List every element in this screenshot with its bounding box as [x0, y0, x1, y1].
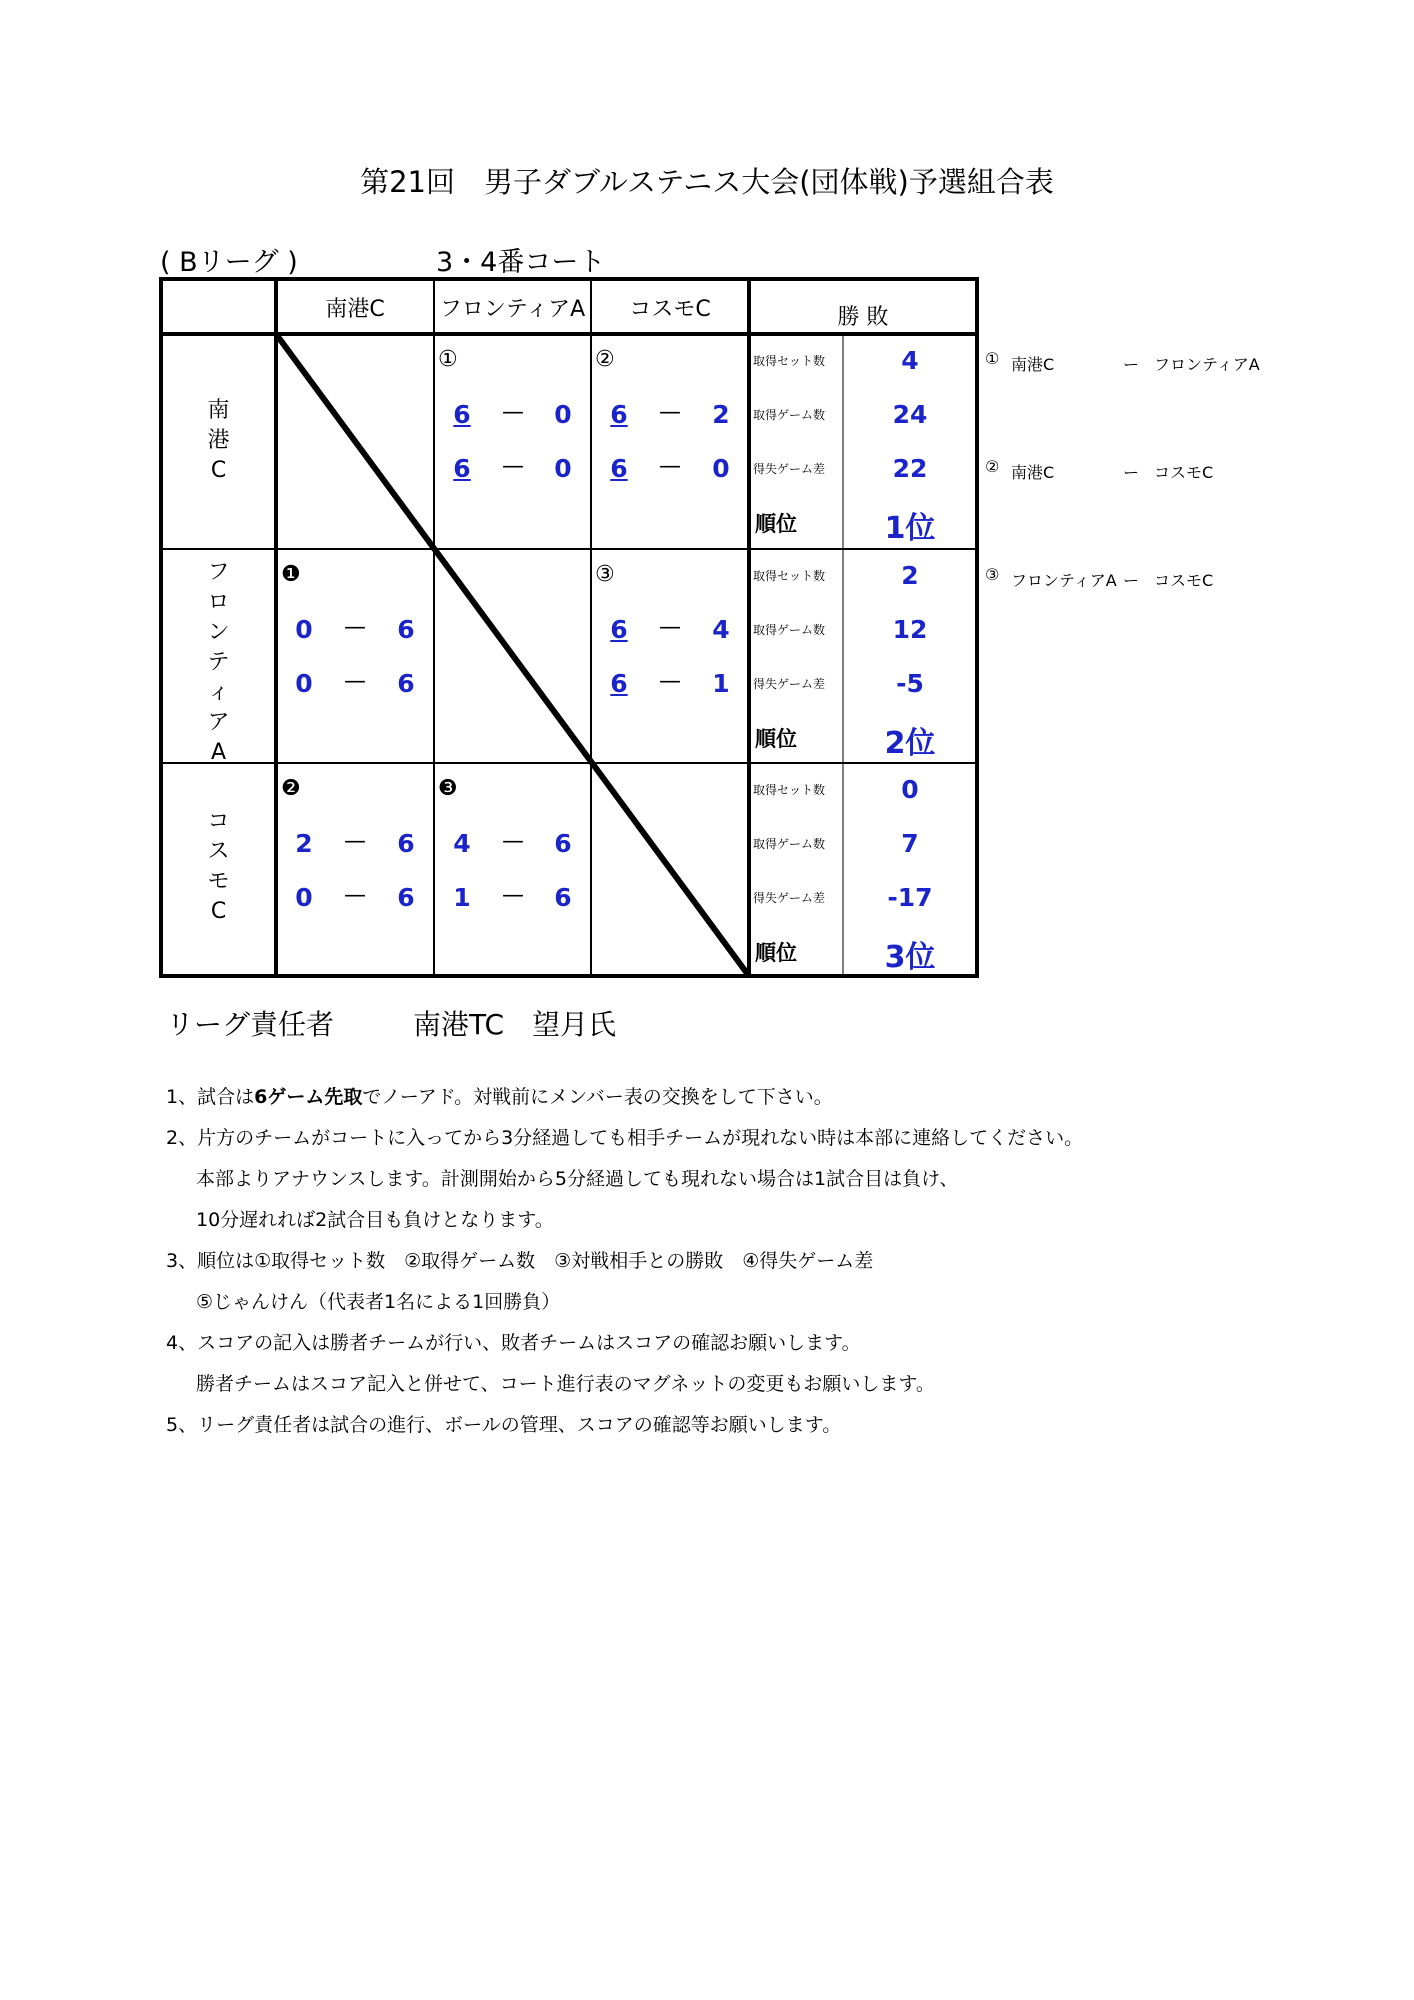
note-3: 3、順位は①取得セット数 ②取得ゲーム数 ③対戦相手との勝敗 ④得失ゲーム差 [166, 1250, 874, 1272]
stat-label-sets: 取得セット数 [753, 783, 826, 797]
match-order-team2: コスモC [1154, 463, 1214, 482]
score-right: 6 [397, 615, 415, 644]
stat-label-diff: 得失ゲーム差 [753, 891, 826, 905]
score-right: 0 [712, 454, 730, 483]
score-right: 6 [397, 883, 415, 912]
score-dash: — [502, 400, 524, 425]
stat-rank: 3位 [884, 940, 936, 975]
note-2-cont: 10分遅れれば2試合目も負けとなります。 [196, 1209, 554, 1231]
score-left: 6 [610, 669, 628, 698]
score-dash: — [502, 883, 524, 908]
score-left: 0 [295, 669, 313, 698]
stat-label-sets: 取得セット数 [753, 569, 826, 583]
score-left: 0 [295, 615, 313, 644]
court-label: 3・4番コート [436, 247, 606, 278]
match-order-number: ① [985, 349, 1000, 368]
match-order-separator: ー [1123, 463, 1140, 482]
match-mark: ② [595, 347, 615, 372]
score-right: 0 [554, 400, 572, 429]
stat-label-sets: 取得セット数 [753, 354, 826, 368]
score-right: 1 [712, 669, 730, 698]
score-right: 2 [712, 400, 730, 429]
match-mark: ❸ [438, 776, 458, 801]
stat-rank: 2位 [884, 726, 936, 761]
score-right: 6 [397, 669, 415, 698]
stat-diff: 22 [892, 454, 928, 483]
match-order-team1: 南港C [1011, 355, 1055, 374]
score-left: 2 [295, 829, 313, 858]
match-mark: ❷ [281, 776, 301, 801]
score-right: 6 [554, 829, 572, 858]
row-name-2: フ ロ ン テ ィ ア A [207, 560, 230, 765]
column-header-1: 南港C [325, 297, 385, 322]
match-order-team2: コスモC [1154, 571, 1214, 590]
stat-diff: -17 [887, 883, 933, 912]
note-4: 4、スコアの記入は勝者チームが行い、敗者チームはスコアの確認お願いします。 [166, 1332, 861, 1354]
match-mark: ③ [595, 562, 615, 587]
column-header-2: フロンティアA [439, 297, 586, 322]
stat-label-diff: 得失ゲーム差 [753, 677, 826, 691]
score-dash: — [502, 829, 524, 854]
score-left: 6 [453, 454, 471, 483]
score-dash: — [344, 669, 366, 694]
stat-label-rank: 順位 [755, 941, 797, 965]
score-left: 6 [453, 400, 471, 429]
stat-games: 7 [901, 829, 919, 858]
league-label: ( Bリーグ ) [160, 247, 298, 278]
note-4-cont: 勝者チームはスコア記入と併せて、コート進行表のマグネットの変更もお願いします。 [196, 1373, 935, 1395]
match-order-team1: 南港C [1011, 463, 1055, 482]
score-dash: — [344, 883, 366, 908]
result-header: 勝 敗 [837, 305, 889, 330]
column-header-3: コスモC [629, 297, 711, 322]
match-order-team2: フロンティアA [1154, 355, 1260, 374]
score-right: 6 [554, 883, 572, 912]
score-left: 6 [610, 454, 628, 483]
match-order-separator: ー [1123, 571, 1140, 590]
row-name-1: 南 港 C [207, 398, 230, 483]
score-left: 4 [453, 829, 471, 858]
score-right: 6 [397, 829, 415, 858]
stat-sets: 4 [901, 346, 919, 375]
stat-games: 24 [892, 400, 928, 429]
stat-label-games: 取得ゲーム数 [753, 837, 826, 851]
stat-games: 12 [892, 615, 928, 644]
page-title: 第21回 男子ダブルステニス大会(団体戦)予選組合表 [360, 165, 1054, 199]
match-order-number: ③ [985, 565, 1000, 584]
score-dash: — [502, 454, 524, 479]
score-left: 1 [453, 883, 471, 912]
note-2-cont: 本部よりアナウンスします。計測開始から5分経過しても現れない場合は1試合目は負け、 [196, 1168, 959, 1190]
score-left: 0 [295, 883, 313, 912]
note-2: 2、片方のチームがコートに入ってから3分経過しても相手チームが現れない時は本部に連絡してください。 [166, 1127, 1084, 1149]
score-dash: — [659, 615, 681, 640]
note-1: 1、試合は6ゲーム先取でノーアド。対戦前にメンバー表の交換をして下さい。 [166, 1086, 833, 1108]
score-dash: — [659, 669, 681, 694]
score-dash: — [344, 615, 366, 640]
row-name-3: コ ス モ C [207, 809, 230, 924]
score-dash: — [344, 829, 366, 854]
score-left: 6 [610, 615, 628, 644]
note-3-cont: ⑤じゃんけん（代表者1名による1回勝負） [196, 1291, 561, 1313]
stat-label-rank: 順位 [755, 512, 797, 536]
score-left: 6 [610, 400, 628, 429]
match-order-number: ② [985, 457, 1000, 476]
stat-sets: 2 [901, 561, 919, 590]
stat-label-diff: 得失ゲーム差 [753, 462, 826, 476]
score-dash: — [659, 454, 681, 479]
match-order-team1: フロンティアA [1011, 571, 1117, 590]
stat-rank: 1位 [884, 511, 936, 546]
stat-sets: 0 [901, 775, 919, 804]
responsible-name: 南港TC 望月氏 [413, 1008, 617, 1041]
stat-diff: -5 [896, 669, 924, 698]
score-dash: — [659, 400, 681, 425]
stat-label-rank: 順位 [755, 727, 797, 751]
stat-label-games: 取得ゲーム数 [753, 623, 826, 637]
match-order-separator: ー [1123, 355, 1140, 374]
score-right: 4 [712, 615, 730, 644]
score-right: 0 [554, 454, 572, 483]
match-mark: ❶ [281, 562, 301, 587]
responsible-label: リーグ責任者 [166, 1008, 335, 1041]
note-5: 5、リーグ責任者は試合の進行、ボールの管理、スコアの確認等お願いします。 [166, 1414, 842, 1436]
stat-label-games: 取得ゲーム数 [753, 408, 826, 422]
match-mark: ① [438, 347, 458, 372]
